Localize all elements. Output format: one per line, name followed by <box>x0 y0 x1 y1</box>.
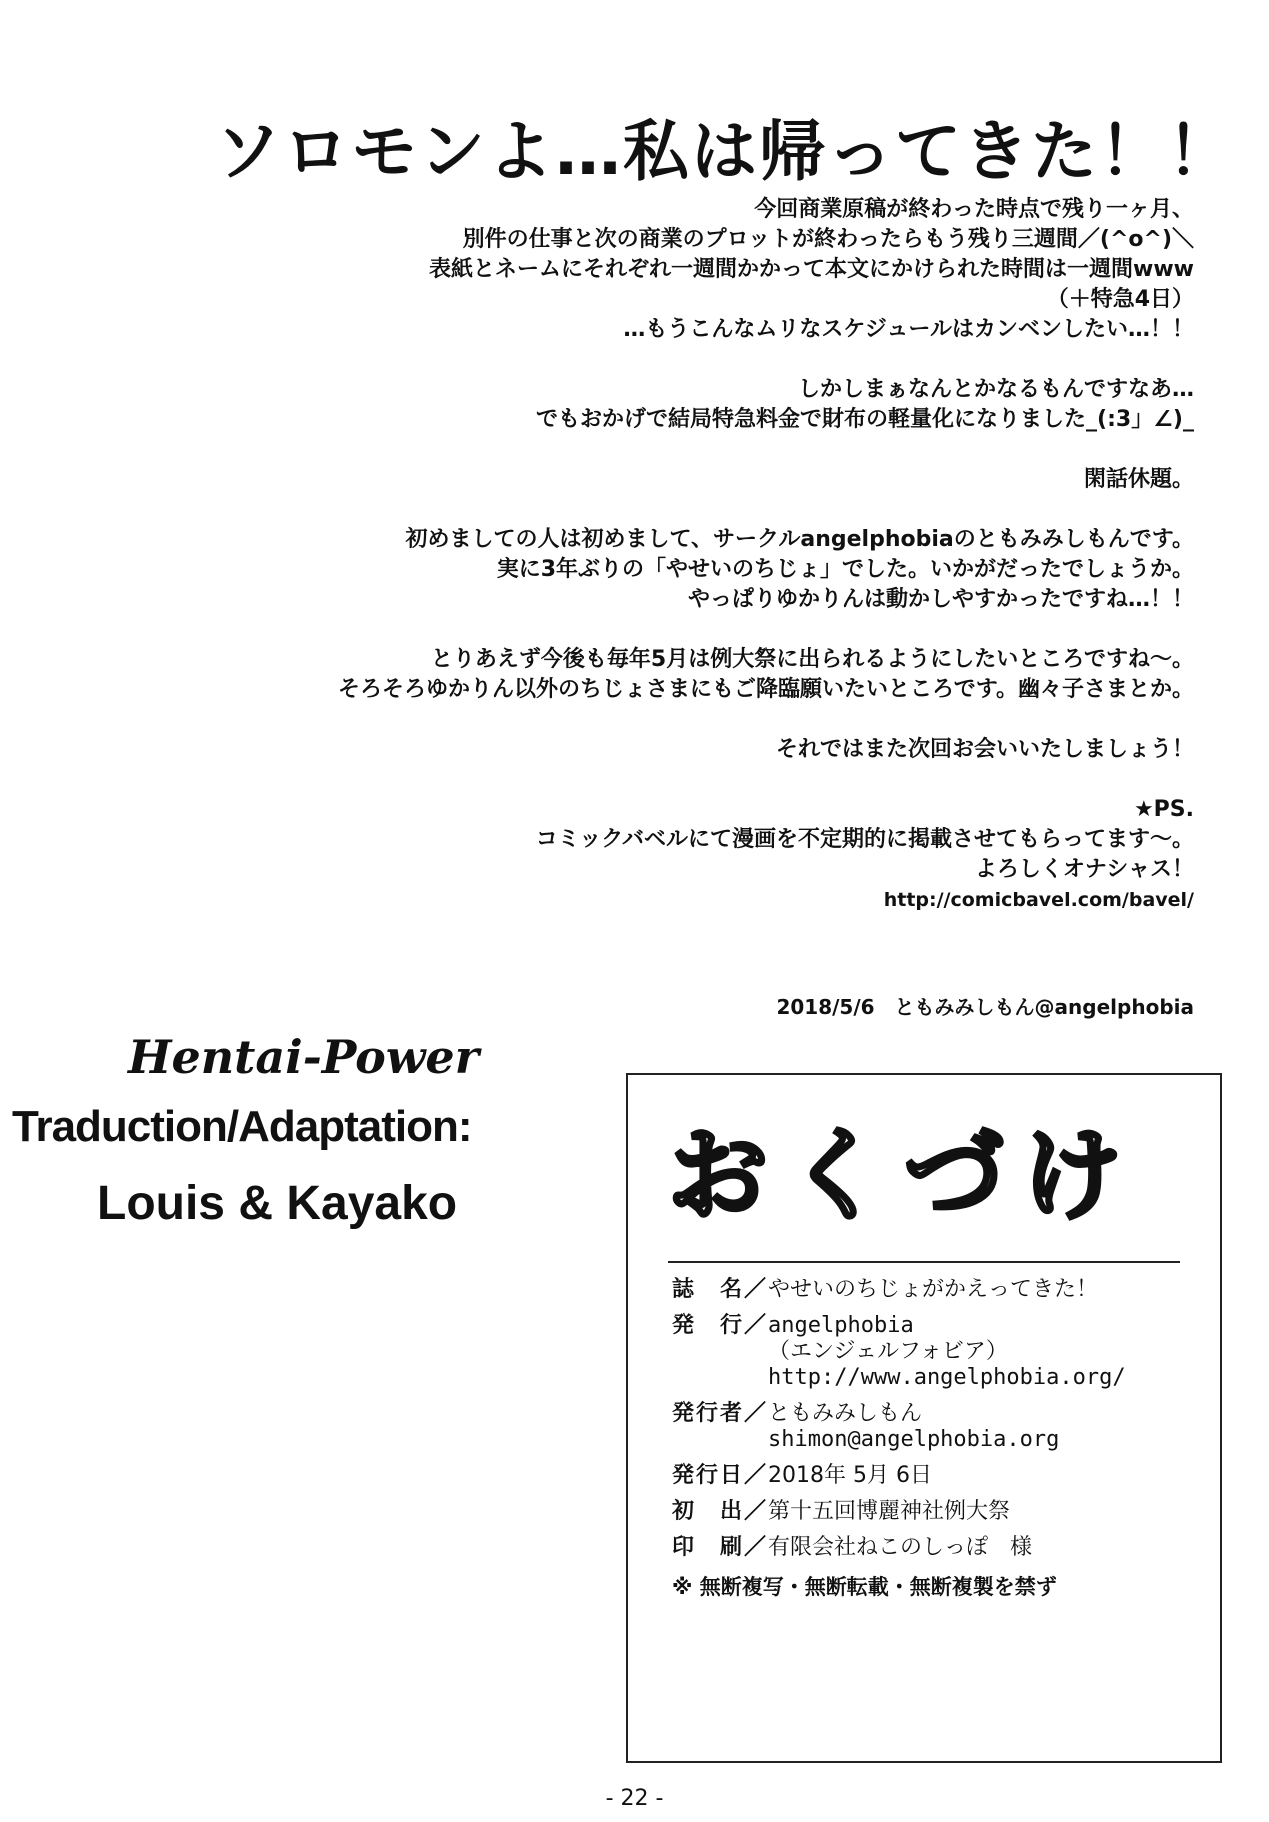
row-label: 発 行／ <box>672 1313 769 1338</box>
paragraph-gap <box>194 705 1194 735</box>
text-line: ★PS. <box>1133 797 1194 822</box>
paragraph-gap <box>194 495 1194 525</box>
colophon-row-title <box>672 1277 1192 1303</box>
row-value: shimon@angelphobia.org <box>768 1427 1060 1452</box>
row-values <box>768 1499 1192 1525</box>
text-line: とりあえず今後も毎年5月は例大祭に出られるようにしたいところですね～。 <box>430 647 1194 672</box>
row-value: ともみみしもん <box>768 1401 923 1426</box>
afterword-text <box>194 195 1194 915</box>
row-value: 第十五回博麗神社例大祭 <box>768 1499 1011 1524</box>
text-line: よろしくオナシャス！ <box>974 857 1194 882</box>
colophon-row-issuer <box>672 1401 1192 1453</box>
row-values <box>768 1401 1192 1453</box>
text-line: やっぱりゆかりんは動かしやすかったですね…！！ <box>687 587 1194 612</box>
text-line: しかしまぁなんとかなるもんですなあ… <box>797 377 1194 402</box>
row-value: http://www.angelphobia.org/ <box>768 1365 1126 1390</box>
url-line: http://comicbavel.com/bavel/ <box>883 889 1194 911</box>
signature: 2018/5/6 ともみみしもん@angelphobia <box>776 995 1194 1019</box>
paragraph-gap <box>194 765 1194 795</box>
row-values <box>768 1463 1192 1489</box>
text-line: 閑話休題。 <box>1083 467 1194 492</box>
paragraph-gap <box>194 615 1194 645</box>
paragraph-gap <box>194 345 1194 375</box>
row-label: 発行者／ <box>672 1401 769 1426</box>
group-name: Hentai-Power <box>128 1030 479 1084</box>
colophon-title: おくづけ <box>668 1117 1140 1234</box>
text-line: 今回商業原稿が終わった時点で残り一ヶ月、 <box>754 197 1194 222</box>
paragraph-7 <box>194 795 1194 915</box>
page-heading: ソロモンよ…私は帰ってきた！！ <box>215 113 1235 190</box>
row-label: 誌 名／ <box>672 1277 769 1302</box>
row-value: angelphobia <box>768 1313 914 1338</box>
colophon-divider <box>668 1261 1180 1263</box>
row-label: 印 刷／ <box>672 1535 769 1560</box>
text-line: 別件の仕事と次の商業のプロットが終わったらもう残り三週間／(^o^)＼ <box>462 227 1194 252</box>
paragraph-2 <box>194 375 1194 435</box>
colophon-row-first-appearance <box>672 1499 1192 1525</box>
paragraph-1 <box>194 195 1194 345</box>
text-line: でもおかげで結局特急料金で財布の軽量化になりました_(:3」∠)_ <box>536 407 1194 432</box>
row-value: （エンジェルフォビア） <box>768 1339 1008 1364</box>
colophon-rows <box>672 1277 1192 1601</box>
text-line: それではまた次回お会いいたしましょう！ <box>775 737 1194 762</box>
row-value: やせいのちじょがかえってきた！ <box>768 1277 1099 1302</box>
row-value: 2018年 5月 6日 <box>768 1463 932 1488</box>
row-values <box>768 1313 1192 1391</box>
text-line: コミックバベルにて漫画を不定期的に掲載させてもらってます～。 <box>535 827 1194 852</box>
colophon-row-publisher <box>672 1313 1192 1391</box>
row-label: 発行日／ <box>672 1463 769 1488</box>
paragraph-gap <box>194 435 1194 465</box>
paragraph-5 <box>194 645 1194 705</box>
colophon-row-date <box>672 1463 1192 1489</box>
colophon-box <box>626 1073 1222 1763</box>
paragraph-6 <box>194 735 1194 765</box>
credit-names: Louis & Kayako <box>97 1177 458 1230</box>
row-values <box>768 1277 1192 1303</box>
text-line: （＋特急4日） <box>1046 287 1194 312</box>
text-line: …もうこんなムリなスケジュールはカンベンしたい…！！ <box>623 317 1194 342</box>
page-number: - 22 - <box>605 1786 664 1811</box>
text-line: 初めましての人は初めまして、サークルangelphobiaのともみみしもんです。 <box>405 527 1194 552</box>
text-line: 表紙とネームにそれぞれ一週間かかって本文にかけられた時間は一週間www <box>429 257 1194 282</box>
paragraph-3 <box>194 465 1194 495</box>
text-line: そろそろゆかりん以外のちじょさまにもご降臨願いたいところです。幽々子さまとか。 <box>337 677 1194 702</box>
credit-role: Traduction/Adaptation: <box>12 1102 472 1151</box>
paragraph-4 <box>194 525 1194 615</box>
row-label: 初 出／ <box>672 1499 769 1524</box>
colophon-row-printer <box>672 1535 1192 1561</box>
text-line: 実に3年ぶりの「やせいのちじょ」でした。いかがだったでしょうか。 <box>496 557 1194 582</box>
copyright-notice: ※ 無断複写・無断転載・無断複製を禁ず <box>672 1575 1057 1599</box>
row-values <box>768 1535 1192 1561</box>
row-value: 有限会社ねこのしっぽ 様 <box>768 1535 1033 1560</box>
